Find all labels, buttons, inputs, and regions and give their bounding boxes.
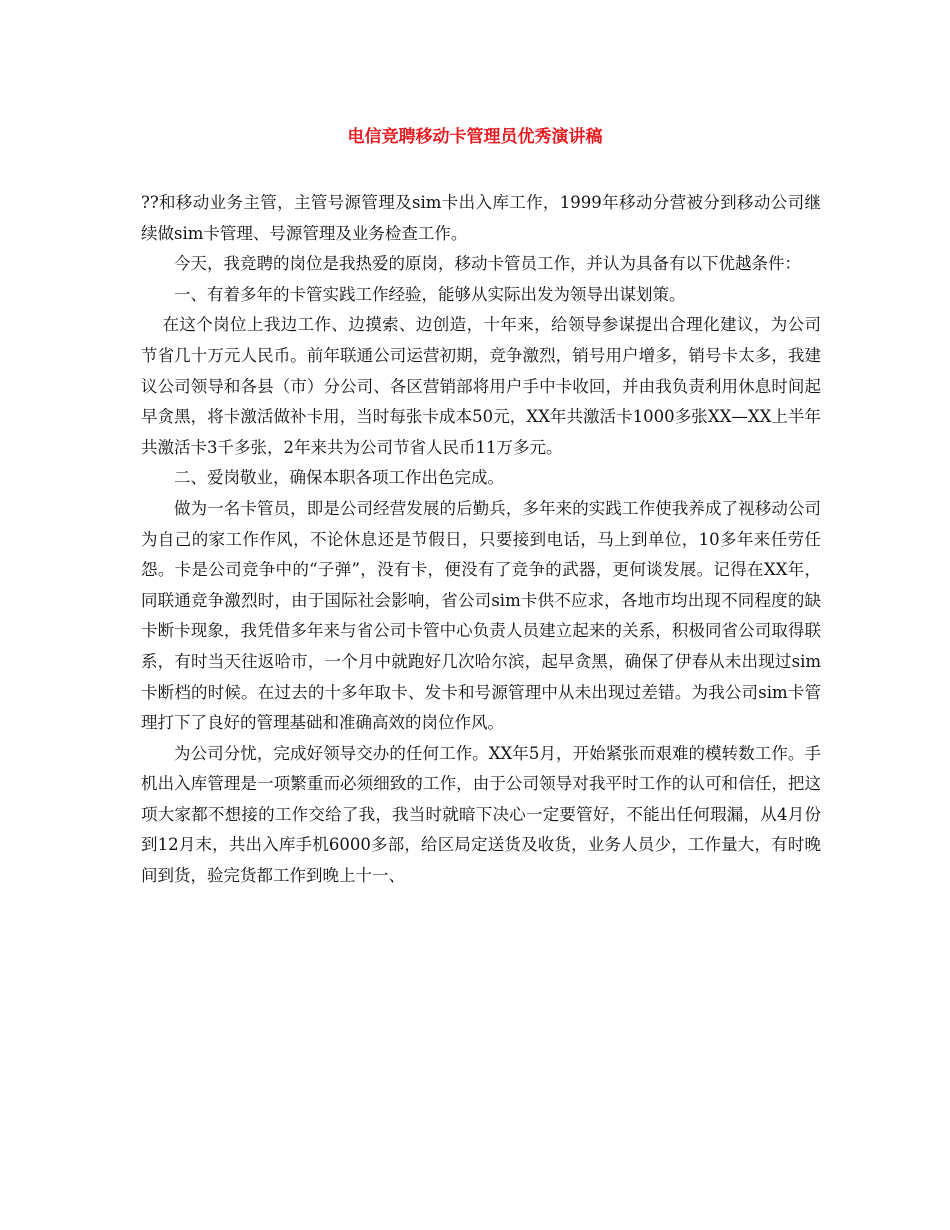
document-title: 电信竞聘移动卡管理员优秀演讲稿 [347,127,603,147]
paragraph-2: 今天，我竞聘的岗位是我热爱的原岗，移动卡管员工作，并认为具备有以下优越条件： [174,254,801,274]
paragraph-1: ??和移动业务主管，主管号源管理及sim卡出入库工作，1999年移动分营被分到移动公司继续做sim卡管理、号源管理及业务检查工作。 [141,193,821,243]
paragraph-5: 二、爱岗敬业，确保本职各项工作出色完成。 [174,468,504,488]
paragraph-7: 为公司分忧，完成好领导交办的任何工作。XX年5月，开始紧张而艰难的模转数工作。手机出入库管理是一项繁重而必须细致的工作，由于公司领导对我平时工作的认可和信任，把这项大家都不想接的工作交给了我，我当时就暗下决心一定要管好，不能出任何瑕漏，从4月份到12月末，共出入库手机6000多部，给区局定送货及收货，业务人员少，工作量大，有时晚间到货，验完货都工作到晚上十一、 [141,743,821,886]
paragraph-6: 做为一名卡管员，即是公司经营发展的后勤兵，多年来的实践工作使我养成了视移动公司为自己的家工作作风，不论休息还是节假日，只要接到电话，马上到单位，10多年来任劳任怨。卡是公司竞争中的“子弹”，没有卡，便没有了竞争的武器，更何谈发展。记得在XX年，同联通竞争激烈时，由于国际社会影响，省公司sim卡供不应求，各地市均出现不同程度的缺卡断卡现象，我凭借多年来与省公司卡管中心负责人员建立起来的关系，积极同省公司取得联系，有时当天往返哈市，一个月中就跑好几次哈尔滨，起早贪黑，确保了伊春从未出现过sim卡断档的时候。在过去的十多年取卡、发卡和号源管理中从未出现过差错。为我公司sim卡管理打下了良好的管理基础和准确高效的岗位作风。 [141,498,821,733]
paragraph-3: 一、有着多年的卡管实践工作经验，能够从实际出发为领导出谋划策。 [174,284,686,304]
paragraph-4: 在这个岗位上我边工作、边摸索、边创造，十年来，给领导参谋提出合理化建议，为公司节省几十万元人民币。前年联通公司运营初期，竞争激烈，销号用户增多，销号卡太多，我建议公司领导和各县（市）分公司、各区营销部将用户手中卡收回，并由我负责利用休息时间起早贪黑，将卡激活做补卡用，当时每张卡成本50元，XX年共激活卡1000多张XX—XX上半年共激活卡3千多张，2年来共为公司节省人民币11万多元。 [141,315,821,457]
document-body [141,188,821,892]
